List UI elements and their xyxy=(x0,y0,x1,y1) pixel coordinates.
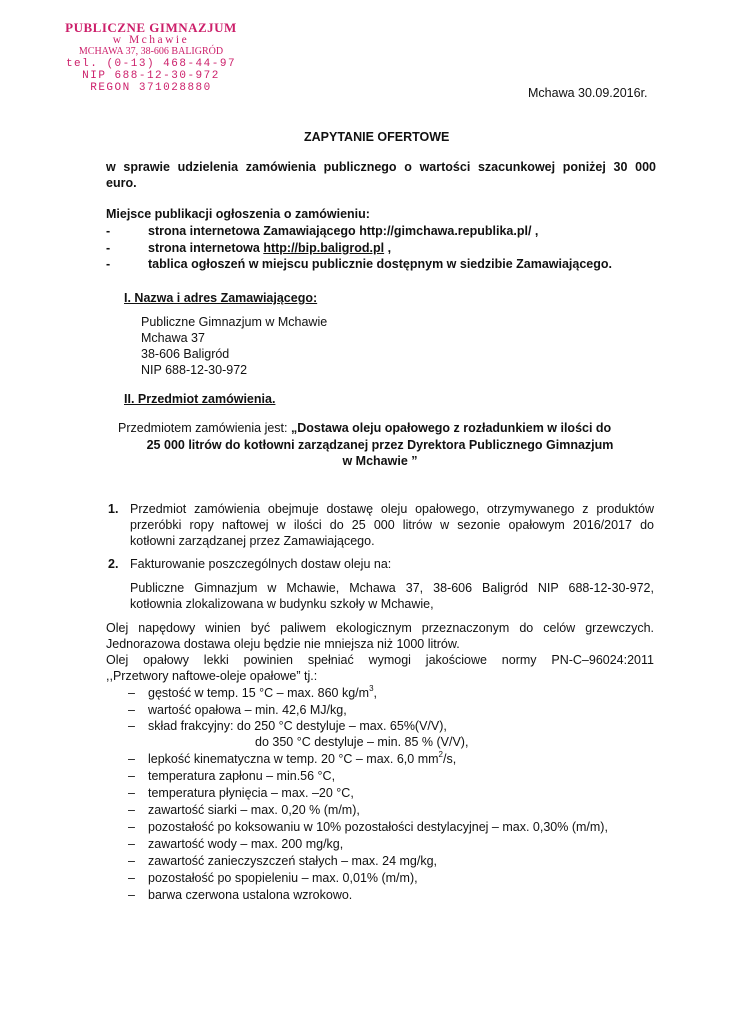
stamp-line: REGON 371028880 xyxy=(90,82,212,94)
spec-text: lepkość kinematyczna w temp. 20 °C – max. 6,0 mm xyxy=(148,752,439,766)
paragraph-line: Olej opałowy lekki powinien spełniać wymogi jakościowe normy PN-C–96024:2011 xyxy=(106,653,654,667)
publication-item-text: , xyxy=(534,224,539,238)
spec-dash: – xyxy=(128,703,135,717)
spec-item: pozostałość po spopieleniu – max. 0,01% (m/m), xyxy=(148,871,418,885)
spec-item: skład frakcyjny: do 250 °C destyluje – max. 65%(V/V), xyxy=(148,719,447,733)
point-text: kotłowni zarządzanej przez Zamawiającego. xyxy=(130,534,375,548)
publication-item: tablica ogłoszeń w miejscu publicznie dostępnym w siedzibie Zamawiającego. xyxy=(148,257,613,271)
spec-dash: – xyxy=(128,786,135,800)
publication-heading: Miejsce publikacji ogłoszenia o zamówieniu: xyxy=(106,207,370,221)
stamp-line: tel. (0-13) 468-44-97 xyxy=(65,58,237,70)
spec-item: do 350 °C destyluje – min. 85 % (V/V), xyxy=(255,735,469,749)
stamp-line: NIP 688-12-30-972 xyxy=(82,70,220,82)
bullet: - xyxy=(106,224,111,238)
section-heading: I. Nazwa i adres Zamawiającego: xyxy=(124,291,318,305)
spec-dash: – xyxy=(128,854,135,868)
publication-item-text: strona internetowa Zamawiającego xyxy=(148,224,356,238)
address-line: 38-606 Baligród xyxy=(141,347,230,361)
spec-dash: – xyxy=(128,752,135,766)
bullet: - xyxy=(106,241,111,255)
document-title: ZAPYTANIE OFERTOWE xyxy=(304,130,450,144)
point-number: 2. xyxy=(108,557,119,571)
spec-dash: – xyxy=(128,888,135,902)
paragraph-line: ,,Przetwory naftowe-oleje opałowe” tj.: xyxy=(106,669,318,683)
address-line: Publiczne Gimnazjum w Mchawie xyxy=(141,315,328,329)
stamp-line: PUBLICZNE GIMNAZJUM xyxy=(65,20,237,35)
publication-link[interactable]: http://bip.baligrod.pl xyxy=(263,241,385,255)
point-text: Publiczne Gimnazjum w Mchawie, Mchawa 37, 38-606 Baligród NIP 688-12-30-972, xyxy=(130,581,654,595)
intro-line: w Mchawie ” xyxy=(342,454,418,468)
spec-dash: – xyxy=(128,837,135,851)
spec-item xyxy=(148,686,377,700)
section-heading: II. Przedmiot zamówienia. xyxy=(124,392,276,406)
point-number: 1. xyxy=(108,502,119,516)
spec-dash: – xyxy=(128,820,135,834)
intro-line xyxy=(118,421,611,435)
publication-item xyxy=(148,224,538,238)
publication-item-text: , xyxy=(387,241,392,255)
paragraph-line: Olej napędowy winien być paliwem ekologicznym przeznaczonym do celów grzewczych. xyxy=(106,621,654,635)
address-line: NIP 688-12-30-972 xyxy=(141,363,248,377)
point-text: Przedmiot zamówienia obejmuje dostawę oleju opałowego, otrzymywanego z produktów xyxy=(130,502,654,516)
spec-dash: – xyxy=(128,686,135,700)
spec-item: pozostałość po koksowaniu w 10% pozostałości destylacyjnej – max. 0,30% (m/m), xyxy=(148,820,608,834)
spec-item: zawartość zanieczyszczeń stałych – max. 24 mg/kg, xyxy=(148,854,438,868)
spec-dash: – xyxy=(128,719,135,733)
point-text: przeróbki ropy naftowej w ilości do 25 000 litrów w sezonie opałowym 2016/2017 do xyxy=(130,518,654,532)
spec-text: gęstość w temp. 15 °C – max. 860 kg/m xyxy=(148,686,370,700)
subject-line: euro. xyxy=(106,176,137,190)
spec-item: temperatura zapłonu – min.56 °C, xyxy=(148,769,336,783)
subject-line: w sprawie udzielenia zamówienia publicznego o wartości szacunkowej poniżej 30 000 xyxy=(106,160,656,174)
spec-item: temperatura płynięcia – max. –20 °C, xyxy=(148,786,354,800)
spec-item: zawartość siarki – max. 0,20 % (m/m), xyxy=(148,803,360,817)
intro-bold: „Dostawa oleju opałowego z rozładunkiem w ilości do xyxy=(291,421,612,435)
address-line: Mchawa 37 xyxy=(141,331,205,345)
school-stamp xyxy=(56,22,246,94)
spec-item xyxy=(148,752,456,766)
intro-line: 25 000 litrów do kotłowni zarządzanej przez Dyrektora Publicznego Gimnazjum xyxy=(146,438,614,452)
bullet: - xyxy=(106,257,111,271)
spec-text: , xyxy=(373,686,378,700)
publication-item xyxy=(148,241,391,255)
intro-text: Przedmiotem zamówienia jest: xyxy=(118,421,288,435)
spec-dash: – xyxy=(128,803,135,817)
publication-link[interactable]: http://gimchawa.republika.pl/ xyxy=(359,224,532,238)
spec-dash: – xyxy=(128,769,135,783)
spec-sup: 3 xyxy=(369,684,374,693)
paragraph-line: Jednorazowa dostawa oleju będzie nie mniejsza niż 1000 litrów. xyxy=(106,637,460,651)
spec-item: zawartość wody – max. 200 mg/kg, xyxy=(148,837,344,851)
stamp-line: w Mchawie xyxy=(112,34,190,46)
stamp-line: MCHAWA 37, 38-606 BALIGRÓD xyxy=(78,46,224,57)
spec-item: barwa czerwona ustalona wzrokowo. xyxy=(148,888,353,902)
spec-item: wartość opałowa – min. 42,6 MJ/kg, xyxy=(148,703,347,717)
publication-item-text: strona internetowa xyxy=(148,241,260,255)
document-date: Mchawa 30.09.2016r. xyxy=(528,86,648,100)
spec-dash: – xyxy=(128,871,135,885)
spec-sup: 2 xyxy=(438,750,443,759)
point-text: kotłownia zlokalizowana w budynku szkoły w Mchawie, xyxy=(130,597,434,611)
point-text: Fakturowanie poszczególnych dostaw oleju na: xyxy=(130,557,392,571)
spec-text: /s, xyxy=(442,752,457,766)
